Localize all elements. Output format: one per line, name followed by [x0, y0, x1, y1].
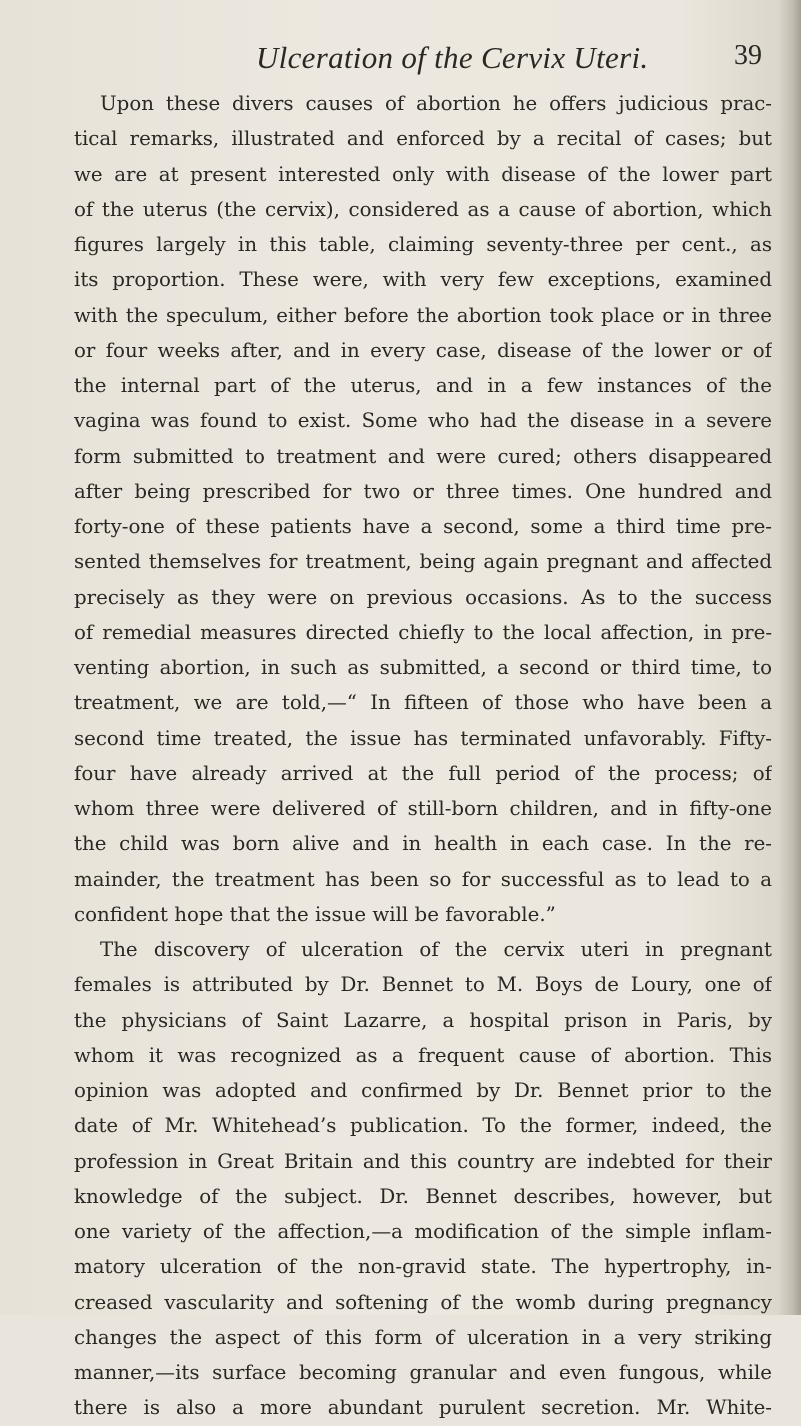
- text-line: precisely as they were on previous occasions. As to the success: [74, 585, 772, 609]
- text-line: changes the aspect of this form of ulceration in a very striking: [74, 1325, 772, 1349]
- text-line: confident hope that the issue will be favorable.”: [74, 902, 556, 926]
- text-line: with the speculum, either before the abortion took place or in three: [74, 303, 772, 327]
- page-edge-shadow: [779, 0, 801, 1315]
- text-line: the internal part of the uterus, and in a few instances of the: [74, 374, 772, 397]
- text-line: vagina was found to exist. Some who had the disease in a severe: [74, 409, 772, 433]
- text-line: there is also a more abundant purulent secretion. Mr. White-: [74, 1396, 772, 1420]
- running-head: [70, 40, 770, 80]
- text-line: form submitted to treatment and were cured; others disappeared: [74, 444, 772, 468]
- text-line: Upon these divers causes of abortion he offers judicious prac-: [100, 92, 772, 115]
- text-line: whom it was recognized as a frequent cause of abortion. This: [74, 1043, 772, 1067]
- text-line: matory ulceration of the non-gravid state. The hypertrophy, in-: [74, 1255, 772, 1279]
- text-line: venting abortion, in such as submitted, a second or third time, to: [74, 656, 772, 679]
- text-line: one variety of the affection,—a modification of the simple inflam-: [74, 1220, 772, 1243]
- text-line: forty-one of these patients have a second, some a third time pre-: [74, 515, 772, 538]
- text-line: of the uterus (the cervix), considered as a cause of abortion, which: [74, 197, 772, 221]
- text-line: four have already arrived at the full period of the process; of: [74, 761, 772, 785]
- text-line: tical remarks, illustrated and enforced by a recital of cases; but: [74, 127, 772, 151]
- text-line: its proportion. These were, with very few exceptions, examined: [74, 268, 772, 292]
- text-line: second time treated, the issue has terminated unfavorably. Fifty-: [74, 726, 772, 750]
- text-line: females is attributed by Dr. Bennet to M. Boys de Loury, one of: [74, 973, 772, 997]
- body-text: [74, 86, 772, 1426]
- text-line: or four weeks after, and in every case, disease of the lower or of: [74, 338, 772, 362]
- text-line: after being prescribed for two or three times. One hundred and: [74, 479, 772, 503]
- text-line: mainder, the treatment has been so for successful as to lead to a: [74, 867, 772, 891]
- text-line: the child was born alive and in health in each case. In the re-: [74, 832, 772, 856]
- text-line: the physicians of Saint Lazarre, a hospital prison in Paris, by: [74, 1008, 772, 1032]
- text-line: The discovery of ulceration of the cervix uteri in pregnant: [100, 938, 772, 961]
- text-line: of remedial measures directed chiefly to the local affection, in pre-: [74, 620, 772, 644]
- text-line: treatment, we are told,—“ In fifteen of those who have been a: [74, 691, 772, 715]
- text-line: figures largely in this table, claiming seventy-three per cent., as: [74, 233, 772, 256]
- text-line: we are at present interested only with disease of the lower part: [74, 162, 772, 186]
- text-line: manner,—its surface becoming granular and even fungous, while: [74, 1361, 772, 1384]
- text-line: sented themselves for treatment, being again pregnant and affected: [74, 550, 772, 574]
- running-title: Ulceration of the Cervix Uteri.: [256, 40, 649, 75]
- text-line: creased vascularity and softening of the womb during pregnancy: [74, 1290, 772, 1314]
- text-line: opinion was adopted and confirmed by Dr. Bennet prior to the: [74, 1079, 772, 1102]
- page-number: 39: [734, 40, 762, 71]
- text-line: whom three were delivered of still-born children, and in fifty-one: [74, 797, 772, 820]
- text-line: knowledge of the subject. Dr. Bennet describes, however, but: [74, 1184, 772, 1208]
- text-line: profession in Great Britain and this country are indebted for their: [74, 1149, 772, 1173]
- text-line: date of Mr. Whitehead’s publication. To the former, indeed, the: [74, 1114, 772, 1138]
